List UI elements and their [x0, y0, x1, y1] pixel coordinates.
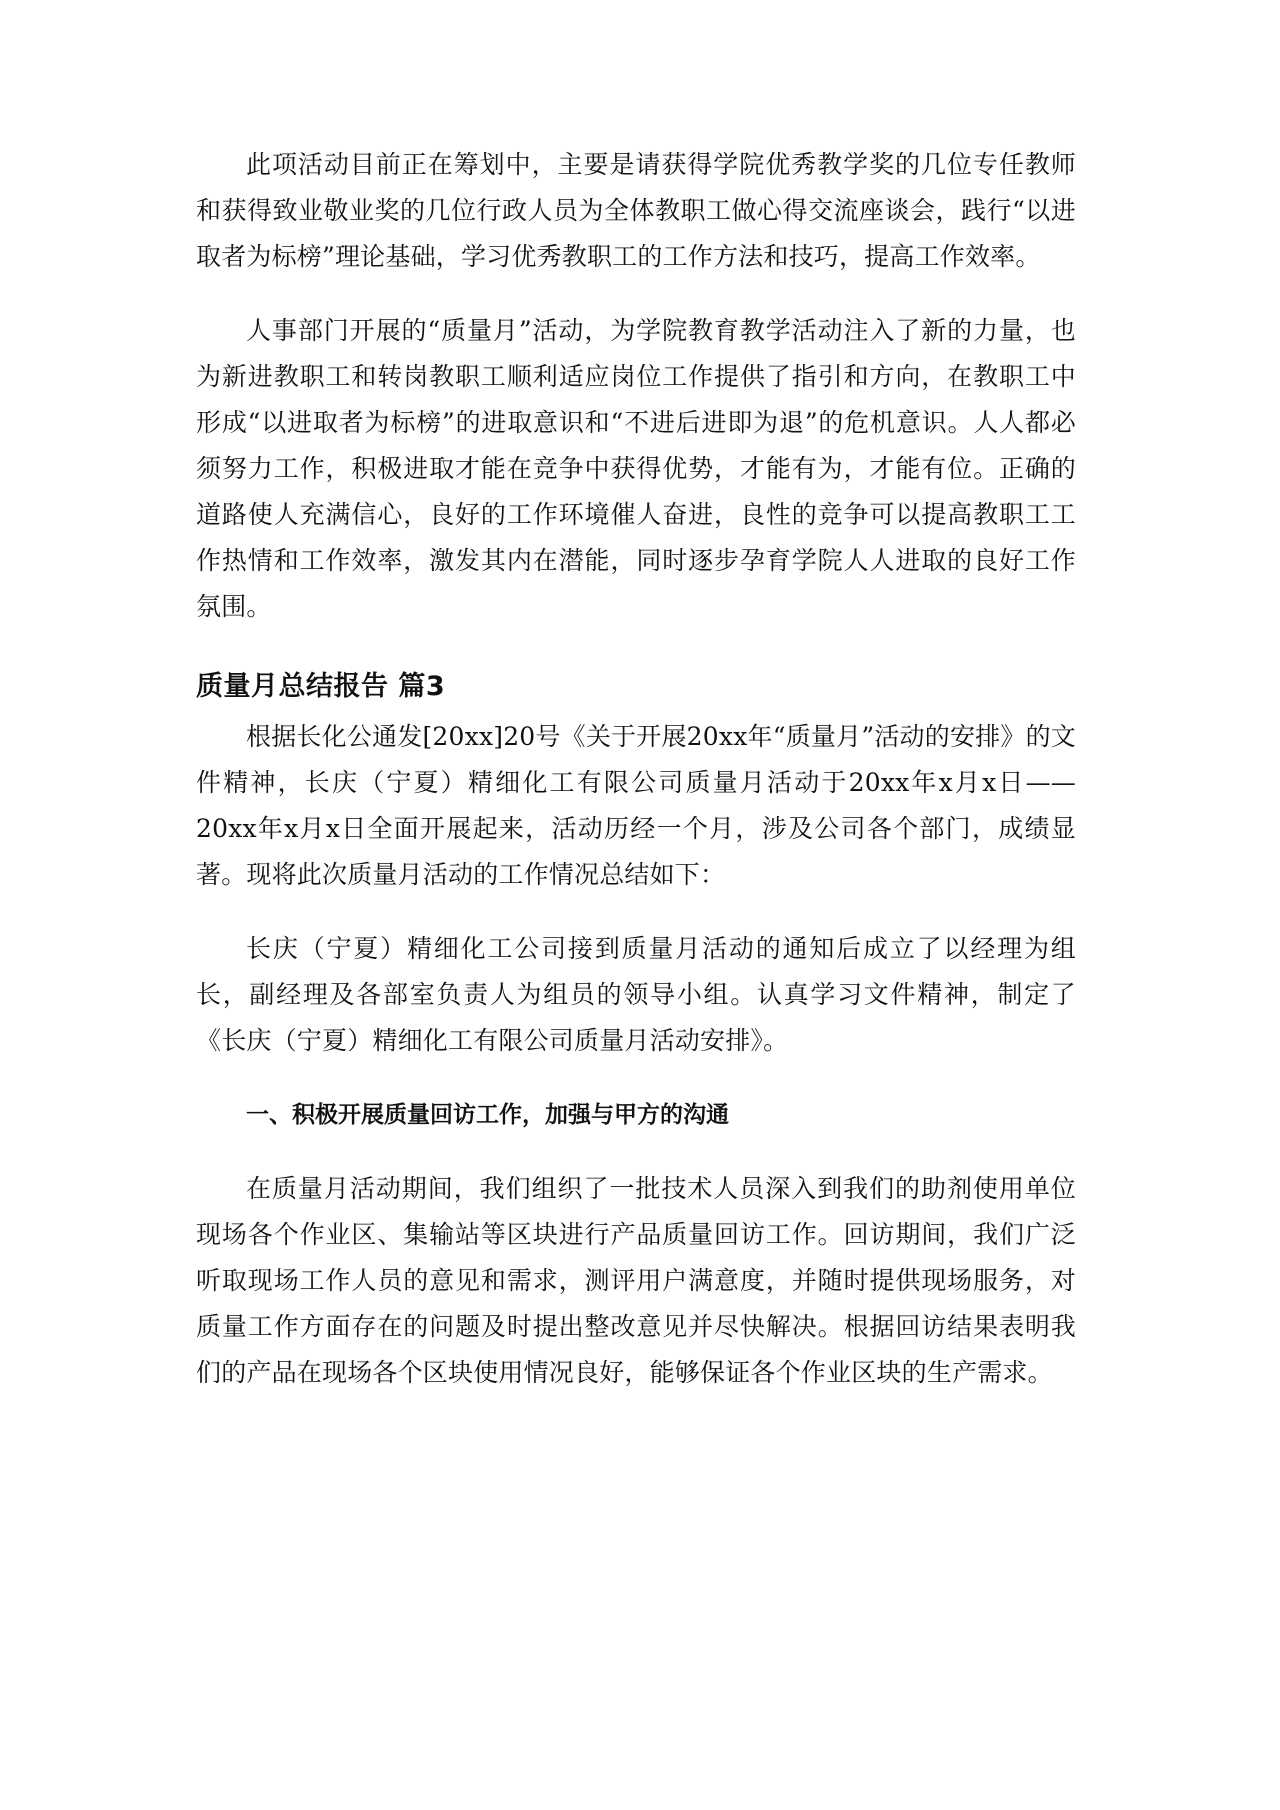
paragraph-gap — [196, 898, 1076, 926]
paragraph-activity-planning: 此项活动目前正在筹划中，主要是请获得学院优秀教学奖的几位专任教师和获得致业敬业奖的几位行政人员为全体教职工做心得交流座谈会，践行“以进取者为标榜”理论基础，学习优秀教职工的工作方法和技巧，提高工作效率。 — [196, 150, 1076, 271]
paragraph-gap — [196, 280, 1076, 308]
paragraph-gap — [196, 1138, 1076, 1166]
paragraph-hr-quality-month: 人事部门开展的“质量月”活动，为学院教育教学活动注入了新的力量，也为新进教职工和转岗教职工顺利适应岗位工作提供了指引和方向，在教职工中形成“以进取者为标榜”的进取意识和“不进后进即为退”的危机意识。人人都必须努力工作，积极进取才能在竞争中获得优势，才能有为，才能有位。正确的道路使人充满信心，良好的工作环境催人奋进，良性的竞争可以提高教职工工作热情和工作效率，激发其内在潜能，同时逐步孕育学院人人进取的良好工作氛围。 — [196, 316, 1076, 621]
paragraph-gap — [196, 1064, 1076, 1092]
section-title: 质量月总结报告 篇3 — [196, 671, 446, 702]
paragraph-quality-revisit: 在质量月活动期间，我们组织了一批技术人员深入到我们的助剂使用单位现场各个作业区、集输站等区块进行产品质量回访工作。回访期间，我们广泛听取现场工作人员的意见和需求，测评用户满意度，并随时提供现场服务，对质量工作方面存在的问题及时提出整改意见并尽快解决。根据回访结果表明我们的产品在现场各个区块使用情况良好，能够保证各个作业区块的生产需求。 — [196, 1174, 1076, 1387]
document-body — [196, 142, 1076, 1396]
section-gap — [196, 630, 1076, 664]
paragraph-document-basis: 根据长化公通发[20xx]20号《关于开展20xx年“质量月”活动的安排》的文件精神，长庆（宁夏）精细化工有限公司质量月活动于20xx年x月x日——20xx年x月x日全面开展起来，活动历经一个月，涉及公司各个部门，成绩显著。现将此次质量月活动的工作情况总结如下： — [196, 722, 1076, 889]
subheading: 一、积极开展质量回访工作，加强与甲方的沟通 — [246, 1102, 729, 1128]
paragraph-leadership-group: 长庆（宁夏）精细化工公司接到质量月活动的通知后成立了以经理为组长，副经理及各部室负责人为组员的领导小组。认真学习文件精神，制定了《长庆（宁夏）精细化工有限公司质量月活动安排》。 — [196, 934, 1076, 1055]
